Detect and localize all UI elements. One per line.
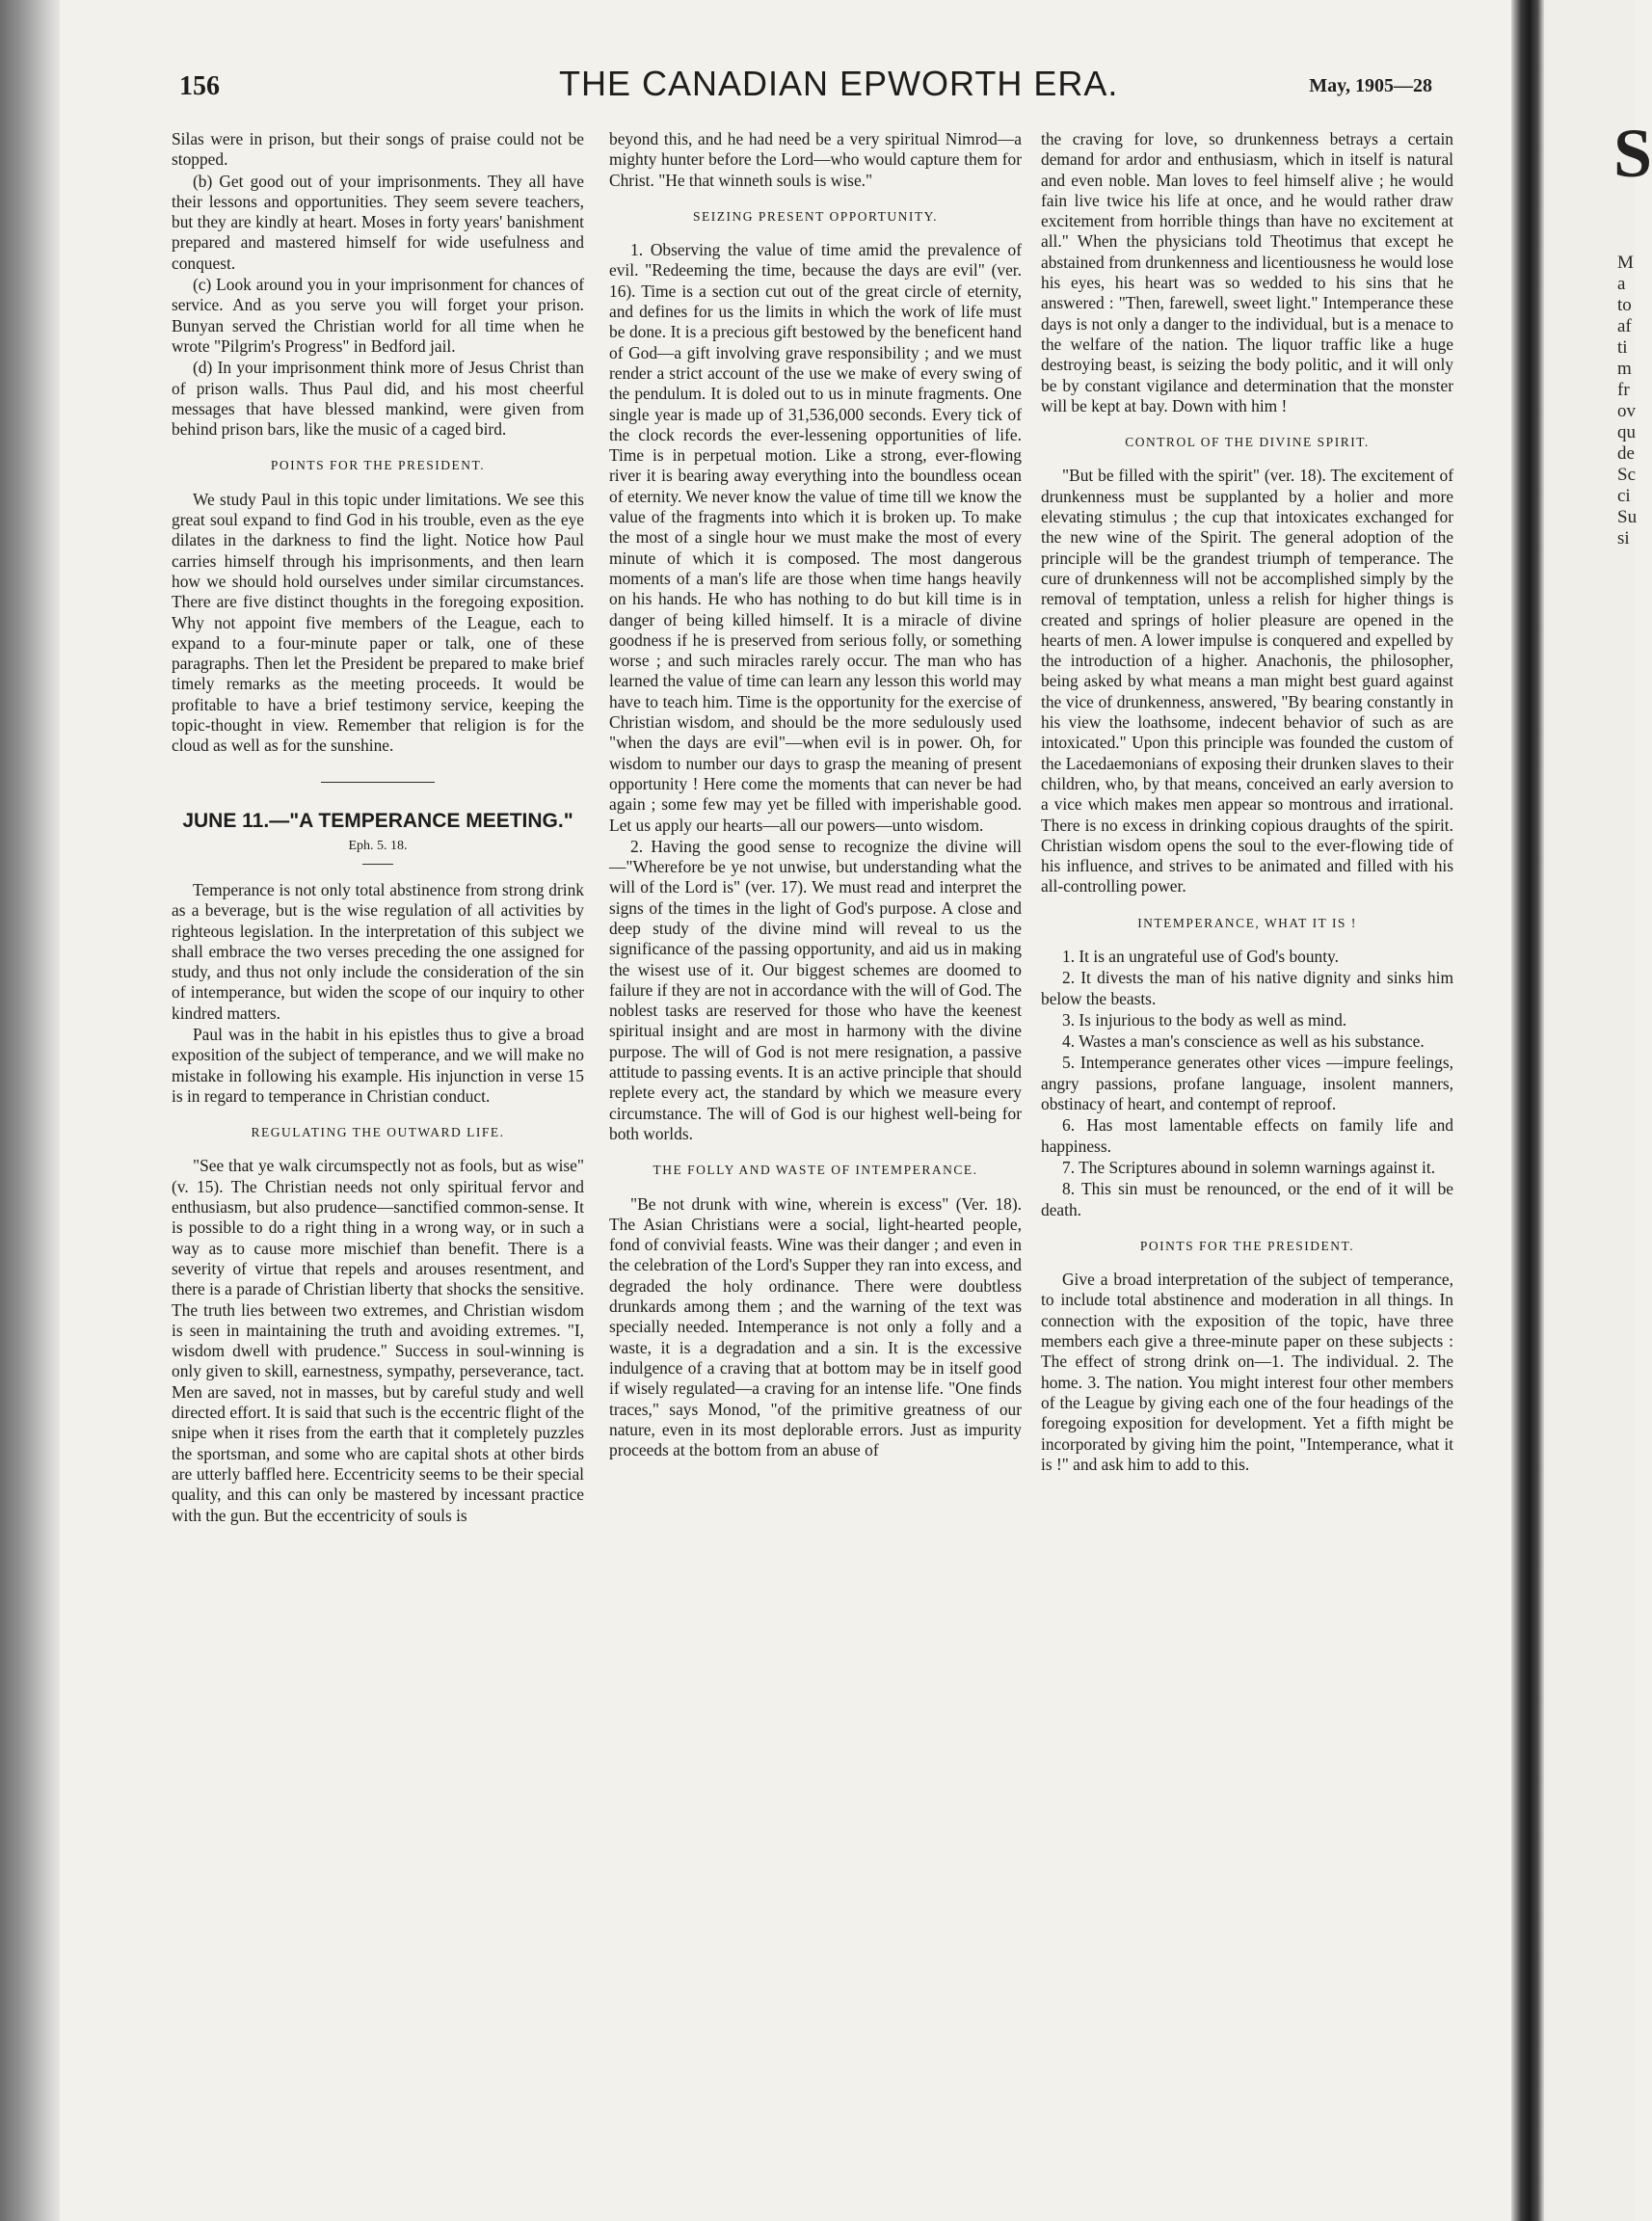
paragraph: Paul was in the habit in his epistles thus to give a broad exposition of the subject of temperance, and we will make no mistake in following his example. His injunction in verse 15 is in regard to temperance in Christian conduct.	[172, 1024, 584, 1106]
page-gutter	[1511, 0, 1544, 2221]
text-fragment: m	[1617, 359, 1632, 379]
list-item: 3. Is injurious to the body as well as mind.	[1062, 1009, 1347, 1030]
page-header	[179, 64, 1432, 112]
paragraph: We study Paul in this topic under limitations. We see this great soul expand to find God in his trouble, even as the eye dilates in the darkness to find the light. Notice how Paul carries himself through his imprisonments, and then learn how we should hold ourselves under similar circumstances. There are five distinct thoughts in the foregoing exposition. Why not appoint five members of the League, each to expand to a four-minute paper or talk, one of these paragraphs. Then let the President be prepared to make brief timely remarks as the meeting proceeds. It would be profitable to have a brief testimony service, keeping the topic-thought in view. Remember that religion is for the cloud as well as for the sunshine.	[172, 489, 584, 756]
section-title: JUNE 11.—"A TEMPERANCE MEETING."	[182, 809, 573, 832]
text-fragment: af	[1617, 316, 1632, 336]
subheading: SEIZING PRESENT OPPORTUNITY.	[692, 208, 939, 224]
subheading: CONTROL OF THE DIVINE SPIRIT.	[1125, 435, 1370, 450]
paragraph: Give a broad interpretation of the subject of temperance, to include total abstinence and moderation in all things. In connection with the exposition of the topic, have three members each give a three-minute paper on these subjects : The effect of strong drink on—1. The individual. 2. The home. 3. The nation. You might interest four other members of the League by giving each one of the four headings of the foregoing exposition for development. Yet a fifth might be incorporated by giving him the point, "Intemperance, what it is !" and ask him to add to this.	[1041, 1270, 1453, 1474]
facing-page-fragments	[1617, 253, 1637, 549]
subheading: REGULATING THE OUTWARD LIFE.	[251, 1125, 505, 1140]
paragraph: "See that ye walk circumspectly not as fools, but as wise" (v. 15). The Christian needs not only spiritual fervor and enthusiasm, but also prudence—sanctified common-sense. It is possible to do a right thing in a wrong way, or in such a way as to cause more mischief than benefit. There is a severity of virtue that repels and arouses resentment, and there is a parade of Christian liberty that shocks the sensitive. The truth lies between two extremes, and Christian wisdom is seen in maintaining the truth and avoiding extremes. "I, wisdom dwell with prudence." Success in soul-winning is only given to skill, earnestness, sympathy, perseverance, tact. Men are saved, not in masses, but by careful study and well directed effort. It is said that such is the eccentric flight of the snipe when it rises from the earth that it completely puzzles the sportsman, and some who are capital shots at other birds are utterly baffled here. Eccentricity seems to be their special quality, and this can only be mastered by incessant practice with the gun. But the eccentricity of souls is	[172, 1156, 585, 1525]
list-item: 1. It is an ungrateful use of God's bounty.	[1062, 946, 1339, 966]
journal-title: THE CANADIAN EPWORTH ERA.	[559, 64, 1119, 103]
short-rule	[362, 864, 393, 865]
paragraph: (d) In your imprisonment think more of Jesus Christ than of prison walls. Thus Paul did, and his most cheerful messages that have blessed mankind, were given from behind prison bars, like the music of a caged bird.	[172, 358, 584, 440]
list-item: 2. It divests the man of his native dignity and sinks him below the beasts.	[1041, 968, 1453, 1008]
text-fragment: a	[1617, 274, 1626, 294]
text-fragment: Su	[1617, 507, 1638, 527]
subheading: THE FOLLY AND WASTE OF INTEMPERANCE.	[653, 1163, 978, 1178]
paragraph: Silas were in prison, but their songs of praise could not be stopped.	[172, 129, 584, 170]
list-item: 5. Intemperance generates other vices —impure feelings, angry passions, profane language, insolent manners, obstinacy of heart, and contempt of reproof.	[1041, 1053, 1453, 1114]
list-item: 7. The Scriptures abound in solemn warnings against it.	[1062, 1157, 1436, 1177]
column-3	[1041, 129, 1453, 1476]
text-fragment: ci	[1617, 486, 1631, 506]
text-fragment: qu	[1617, 422, 1636, 442]
facing-page-initial: S	[1613, 115, 1652, 192]
paragraph: (b) Get good out of your imprisonments. They all have their lessons and opportunities. They seem severe teachers, but they are kindly at heart. Moses in forty years' banishment prepared and mastered himself for wide usefulness and conquest.	[172, 171, 584, 273]
list-item: 8. This sin must be renounced, or the end of it will be death.	[1041, 1179, 1453, 1219]
paragraph: "But be filled with the spirit" (ver. 18). The excitement of drunkenness must be supplanted by a holier and more elevating stimulus ; the cup that intoxicates exchanged for the new wine of the Spirit. The general adoption of the principle will be the grandest triumph of temperance. The cure of drunkenness will not be accomplished simply by the removal of temptation, unless a relish for higher things is created and springs of holier pleasure are opened in the hearts of men. A lower impulse is conquered and expelled by the introduction of a higher. Anachonis, the philosopher, being asked by what means a man might best guard against the vice of drunkenness, answered, "By bearing constantly in his view the loathsome, indecent behavior of such as are intoxicated." Upon this principle was founded the custom of the Lacedaemonians of exposing their drunken slaves to their children, who, by that means, conceived an early aversion to a vice which makes men appear so montrous and irrational. There is no excess in drinking copious draughts of the spirit. Christian wisdom opens the soul to the ever-flowing tide of his influence, and strives to be animated and filled with his all-controlling power.	[1041, 466, 1453, 896]
text-fragment: to	[1617, 295, 1632, 315]
text-fragment: ov	[1617, 401, 1636, 421]
text-fragment: de	[1617, 443, 1635, 464]
section-divider	[321, 782, 435, 783]
paragraph: beyond this, and he had need be a very spiritual Nimrod—a mighty hunter before the Lord—who would capture them for Christ. "He that winneth souls is wise."	[609, 129, 1022, 190]
issue-date: May, 1905—28	[1309, 75, 1432, 96]
subheading: POINTS FOR THE PRESIDENT.	[270, 458, 486, 473]
text-fragment: fr	[1617, 380, 1630, 400]
text-fragment: ti	[1617, 337, 1628, 358]
facing-page-edge	[1544, 0, 1652, 2221]
text-fragment: Sc	[1617, 465, 1636, 485]
paragraph: 2. Having the good sense to recognize the divine will—"Wherefore be ye not unwise, but understanding what the will of the Lord is" (ver. 17). We must read and interpret the signs of the times in the light of God's purpose. A close and deep study of the divine mind will reveal to us the significance of the passing opportunity, and aid us in making the wisest use of it. Our biggest schemes are doomed to failure if they are not in accordance with the will of God. The noblest tasks are reserved for those who have the keenest spiritual insight and are most in harmony with the divine purpose. The will of God is not mere resignation, a passive attitude to passing events. It is an active principle that should replete every act, the standard by which we measure every circumstance. The will of God is our highest well-being for both worlds.	[609, 836, 1023, 1143]
text-fragment: M	[1617, 253, 1634, 273]
paragraph: (c) Look around you in your imprisonment for chances of service. And as you serve you will forget your prison. Bunyan served the Christian world for all time when he wrote "Pilgrim's Progress" in Bedford jail.	[172, 275, 584, 356]
column-1	[172, 129, 584, 1527]
book-binding-edge	[0, 0, 60, 2221]
scripture-reference: Eph. 5. 18.	[348, 838, 408, 853]
paragraph: the craving for love, so drunkenness betrays a certain demand for ardor and enthusiasm, which in itself is natural and even noble. Man loves to feel himself alive ; he would fain live twice his life at once, and he would rather draw excitement from horrible things than have no excitement at all." When the physicians told Theotimus that except he abstained from drunkenness and licentiousness he would lose his eyes, his heart was so wedded to his sins that he answered : "Then, farewell, sweet light." Intemperance these days is not only a danger to the individual, but is a menace to the welfare of the nation. The liquor traffic like a huge destroying beast, is seizing the body politic, and it will only be by constant vigilance and determination that the monster will be kept at bay. Down with him !	[1041, 129, 1453, 415]
paragraph: 1. Observing the value of time amid the prevalence of evil. "Redeeming the time, because the days are evil" (ver. 16). Time is a section cut out of the great circle of eternity, and defines for us the limits in which the work of life must be done. It is a precious gift bestowed by the beneficent hand of God—a gift involving grave responsibility ; and we must render a strict account of the use we make of every swing of the pendulum. It is doled out to us in minute fragments. One single year is made up of 31,536,000 seconds. Every tick of the clock records the ever-lessening opportunities of life. Time is in perpetual motion. Like a strong, ever-flowing river it is bearing away everything into the boundless ocean of eternity. We never know the value of time till we know the value of the fragments into which it is broken up. To make the most of a single hour we must make the most of every minute of which it is composed. The most dangerous moments of a man's life are those when time hangs heavily on his hands. He who has nothing to do but kill time is in danger of being killed himself. It is a miracle of divine goodness if he is preserved from serious folly, or something worse ; and such miracles rarely occur. The man who has learned the value of time can learn any lesson this world may have to teach him. Time is the opportunity for the exercise of Christian wisdom, and should be the more sedulously used "when the days are evil"—when evil is in power. Oh, for wisdom to number our days to grasp the meaning of present opportunity ! Here come the moments that can never be had again ; some few may yet be filled with imperishable good. Let us apply our hearts—all our powers—unto wisdom.	[609, 240, 1022, 835]
paragraph: "Be not drunk with wine, wherein is excess" (Ver. 18). The Asian Christians were a social, light-hearted people, fond of convivial feasts. Wine was their danger ; and even in the celebration of the Lord's Supper they ran into excess, and degraded the holy ordinance. There were doubtless drunkards among them ; and the warning of the text was specially needed. Intemperance is not only a folly and a waste, it is a degradation and a sin. It is the excessive indulgence of a craving that at bottom may be in itself good if wisely regulated—a craving for an intense life. "One finds traces," says Monod, "of the primitive greatness of our nature, even in its most deplorable errors. Just as impurity proceeds at the bottom from an abuse of	[609, 1193, 1022, 1460]
subheading: POINTS FOR THE PRESIDENT.	[1139, 1238, 1355, 1253]
column-2	[609, 129, 1022, 1461]
list-item: 6. Has most lamentable effects on family life and happiness.	[1041, 1115, 1453, 1156]
page-number: 156	[179, 71, 220, 101]
paragraph: Temperance is not only total abstinence from strong drink as a beverage, but is the wise regulation of all activities by righteous legislation. In the interpretation of this subject we shall embrace the two verses preceding the one assigned for study, and thus not only include the consideration of the sin of intemperance, but widen the scope of our inquiry to other kindred matters.	[172, 879, 584, 1023]
subheading: INTEMPERANCE, WHAT IT IS !	[1137, 915, 1357, 930]
text-fragment: si	[1617, 528, 1630, 549]
list-item: 4. Wastes a man's conscience as well as his substance.	[1062, 1031, 1425, 1052]
